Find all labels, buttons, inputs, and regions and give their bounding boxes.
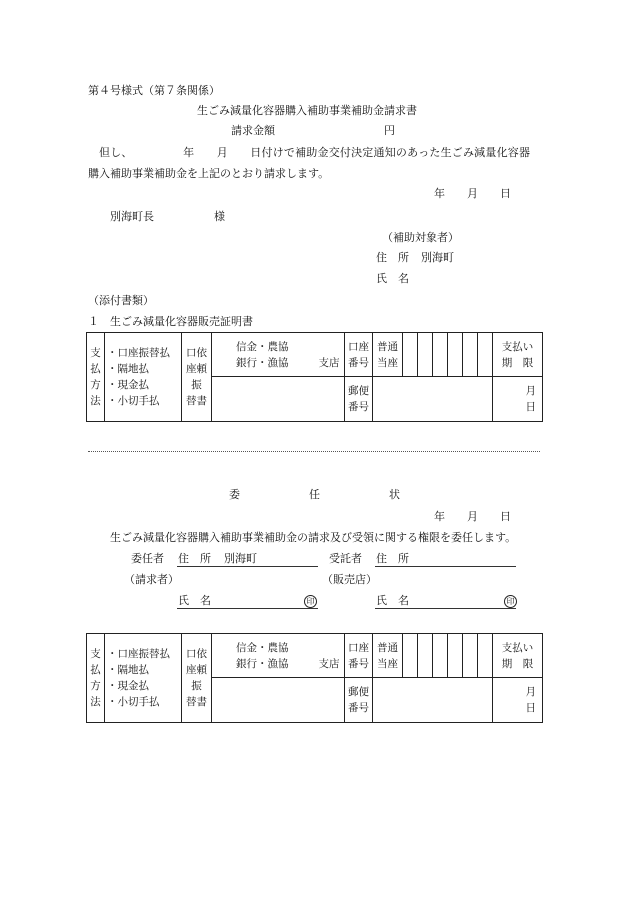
delegatee-seal-mark: 印: [504, 595, 517, 608]
payment-method-heading: 支 払 方 法: [87, 634, 105, 723]
payment-method-options: ・口座振替払 ・隔地払 ・現金払 ・小切手払: [105, 634, 182, 723]
transfer-request-heading: 口依 座頼 振 替書: [182, 634, 212, 723]
request-statement-line1: 但し、 年 月 日付けで補助金交付決定通知のあった生ごみ減量化容器: [99, 146, 531, 159]
delegatee-name-label: 氏 名: [376, 594, 409, 607]
document-title: 生ごみ減量化容器購入補助事業補助金請求書: [197, 104, 417, 117]
proxy-title-char-1: 委: [229, 488, 240, 501]
delegator-address-value: 別海町: [224, 552, 257, 565]
account-digit-6[interactable]: [478, 333, 493, 377]
bank-type-line1: 信金・農協: [236, 340, 289, 353]
proxy-title-char-3: 状: [389, 488, 400, 501]
proxy-title-char-2: 任: [309, 488, 320, 501]
account-digit-4[interactable]: [448, 333, 463, 377]
bank-type-line2: 銀行・漁協 支店: [236, 657, 340, 670]
account-type: 普通 当座: [373, 634, 403, 678]
account-digit-5[interactable]: [463, 634, 478, 678]
proxy-payment-table: [86, 633, 543, 723]
delegator-name-underline: [177, 608, 318, 609]
delegator-label: 委任者: [131, 552, 164, 565]
bank-extra-field[interactable]: [212, 678, 345, 723]
delegator-address-label: 住 所: [178, 552, 211, 565]
addressee-suffix: 様: [214, 210, 225, 223]
attachment-item: １ 生ごみ減量化容器販売証明書: [88, 315, 253, 328]
account-number-label: 口座 番号: [345, 333, 373, 377]
delegatee-address-underline: [375, 566, 516, 567]
proxy-date: 年 月 日: [434, 510, 511, 523]
applicant-address-value: 別海町: [421, 251, 454, 264]
bank-extra-field[interactable]: [212, 377, 345, 422]
request-statement-line2: 購入補助事業補助金を上記のとおり請求します。: [88, 167, 330, 180]
payment-due-label: 支払い 期 限: [493, 333, 543, 377]
postal-code-field[interactable]: [373, 377, 493, 422]
account-digit-3[interactable]: [433, 634, 448, 678]
postal-code-field[interactable]: [373, 678, 493, 723]
account-digit-3[interactable]: [433, 333, 448, 377]
delegator-seal-mark: 印: [304, 595, 317, 608]
delegatee-address-label: 住 所: [376, 552, 409, 565]
cut-line: [88, 451, 540, 452]
payment-due-label: 支払い 期 限: [493, 634, 543, 678]
applicant-heading: （補助対象者）: [382, 231, 459, 244]
form-number: 第４号様式（第７条関係）: [88, 84, 220, 97]
account-digit-6[interactable]: [478, 634, 493, 678]
account-digit-1[interactable]: [403, 333, 418, 377]
payment-due-date: 月 日: [493, 377, 543, 422]
amount-unit: 円: [384, 124, 395, 137]
request-date: 年 月 日: [434, 187, 511, 200]
attachments-heading: （添付書類）: [88, 294, 154, 307]
delegator-address-underline: [177, 566, 318, 567]
account-digit-1[interactable]: [403, 634, 418, 678]
bank-name-field[interactable]: [212, 634, 345, 678]
postal-code-label: 郵便 番号: [345, 678, 373, 723]
bank-type-line2: 銀行・漁協 支店: [236, 356, 340, 369]
delegator-role: （請求者）: [124, 573, 179, 586]
payment-method-heading: 支 払 方 法: [87, 333, 105, 422]
addressee: 別海町長: [110, 210, 154, 223]
proxy-statement: 生ごみ減量化容器購入補助事業補助金の請求及び受領に関する権限を委任します。: [110, 531, 517, 544]
delegatee-role: （販売店）: [322, 573, 377, 586]
account-digit-5[interactable]: [463, 333, 478, 377]
amount-label: 請求金額: [231, 124, 275, 137]
account-digit-2[interactable]: [418, 634, 433, 678]
postal-code-label: 郵便 番号: [345, 377, 373, 422]
account-digit-2[interactable]: [418, 333, 433, 377]
account-number-label: 口座 番号: [345, 634, 373, 678]
payment-method-options: ・口座振替払 ・隔地払 ・現金払 ・小切手払: [105, 333, 182, 422]
payment-due-date: 月 日: [493, 678, 543, 723]
bank-name-field[interactable]: [212, 333, 345, 377]
applicant-name-label: 氏 名: [376, 272, 409, 285]
delegator-name-label: 氏 名: [178, 594, 211, 607]
applicant-address-label: 住 所: [376, 251, 409, 264]
account-type: 普通 当座: [373, 333, 403, 377]
payment-table: [86, 332, 543, 422]
bank-type-line1: 信金・農協: [236, 641, 289, 654]
account-digit-4[interactable]: [448, 634, 463, 678]
delegatee-name-underline: [375, 608, 516, 609]
transfer-request-heading: 口依 座頼 振 替書: [182, 333, 212, 422]
delegatee-label: 受託者: [329, 552, 362, 565]
